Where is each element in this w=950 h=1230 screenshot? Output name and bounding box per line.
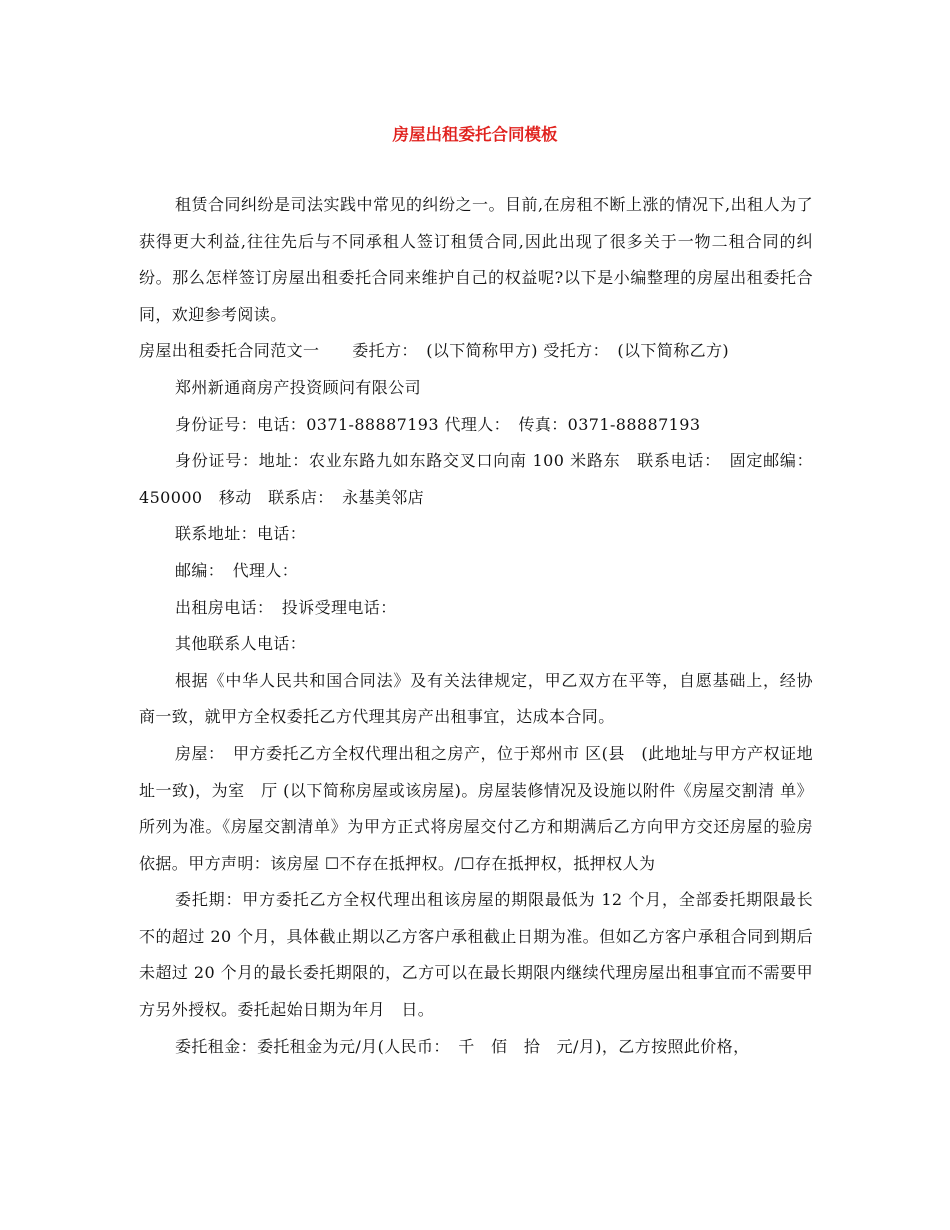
paragraph-parties: 房屋出租委托合同范文一 委托方： (以下简称甲方) 受托方： (以下简称乙方) [139,341,730,361]
paragraph-contact-address: 联系地址：电话： [175,524,307,544]
paragraph-other-contact: 其他联系人电话： [175,634,307,654]
paragraph-term: 委托期：甲方委托乙方全权代理出租该房屋的期限最低为 12 个月，全部委托期限最长不的超过 20 个月，具体截止期以乙方客户承租截止日期为准。但如乙方客户承租合同到期后未超过 20 个月的最长委托期限的，乙方可以在最长期限内继续代理房屋出租事宜而不需要甲方另外授权。委托起始日期为年月 日。 [139,890,813,1020]
paragraph-legal-basis: 根据《中华人民共和国合同法》及有关法律规定，甲乙双方在平等，自愿基础上，经协商一致，就甲方全权委托乙方代理其房产出租事宜，达成本合同。 [139,670,813,727]
paragraph-postcode-agent: 邮编： 代理人： [175,560,299,580]
paragraph-company: 郑州新通商房产投资顾问有限公司 [175,377,422,397]
paragraph-id-address: 身份证号：地址：农业东路九如东路交叉口向南 100 米路东 联系电话： 固定邮编：450000 移动 联系店： 永基美邻店 [139,451,813,507]
paragraph-rent: 委托租金：委托租金为元/月(人民币： 千 佰 拾 元/月)，乙方按照此价格， [175,1036,750,1056]
document-title: 房屋出租委托合同模板 [392,125,558,144]
document-body [139,187,813,1065]
paragraph-rental-phone: 出租房电话： 投诉受理电话： [175,597,397,617]
paragraph-property: 房屋： 甲方委托乙方全权代理出租之房产，位于郑州市 区(县 (此地址与甲方产权证地址一致)，为室 厅 (以下简称房屋或该房屋)。房屋装修情况及设施以附件《房屋交割清 单》所列为准。《房屋交割清单》为甲方正式将房屋交付乙方和期满后乙方向甲方交还房屋的验房依据。甲方声明：该房屋 ☐不存在抵押权。/☐存在抵押权，抵押权人为 [139,743,813,873]
paragraph-intro: 租赁合同纠纷是司法实践中常见的纠纷之一。目前,在房租不断上涨的情况下,出租人为了获得更大利益,往往先后与不同承租人签订租赁合同,因此出现了很多关于一物二租合同的纠纷。那么怎样签订房屋出租委托合同来维护自己的权益呢?以下是小编整理的房屋出租委托合同，欢迎参考阅读。 [139,195,813,324]
paragraph-id-phone: 身份证号：电话：0371-88887193 代理人： 传真：0371-88887193 [175,414,701,434]
